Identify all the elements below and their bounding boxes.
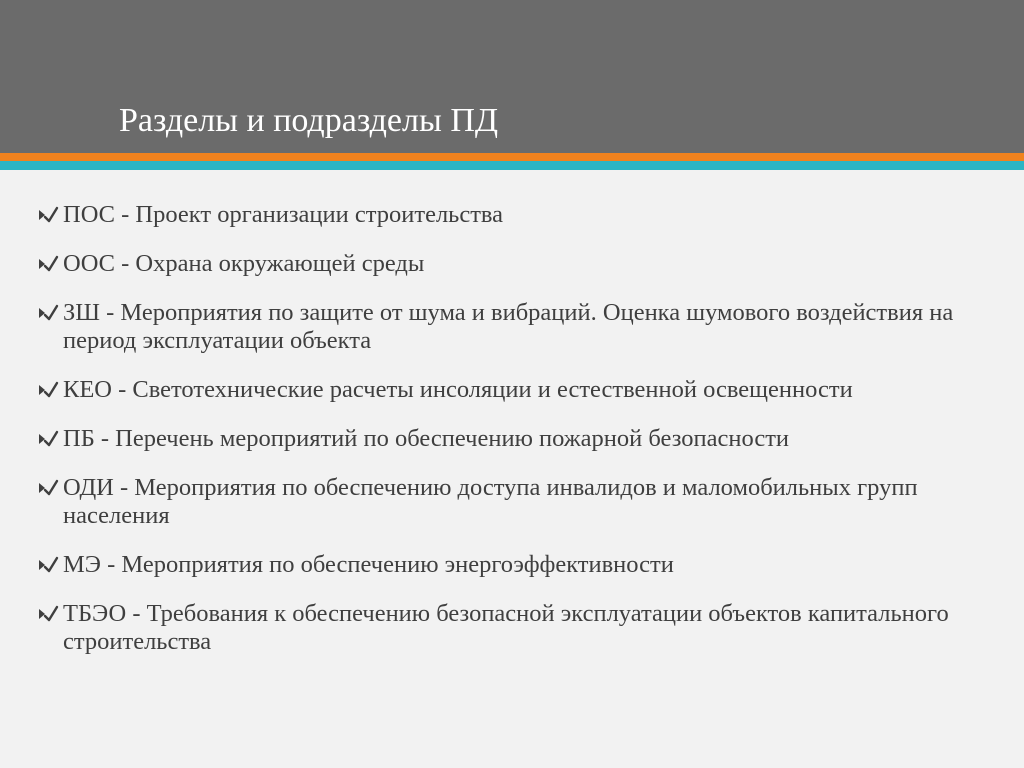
list-item [36, 600, 996, 656]
list-item [36, 201, 996, 229]
content-area [36, 201, 996, 677]
arrow-check-icon [36, 201, 60, 229]
list-item-text: ТБЭО - Требования к обеспечению безопасной эксплуатации объектов капитального строительства [63, 600, 949, 655]
arrow-check-icon [36, 551, 60, 579]
list-item-text: ОДИ - Мероприятия по обеспечению доступа инвалидов и маломобильных групп населения [63, 474, 918, 529]
list-item-text: МЭ - Мероприятия по обеспечению энергоэффективности [63, 551, 674, 578]
list-item [36, 299, 996, 355]
arrow-check-icon [36, 250, 60, 278]
page-title: Разделы и подразделы ПД [119, 102, 499, 139]
arrow-check-icon [36, 474, 60, 502]
accent-stripe-orange [0, 153, 1024, 161]
list-item-text: ООС - Охрана окружающей среды [63, 250, 425, 277]
list-item [36, 376, 996, 404]
list-item [36, 474, 996, 530]
list-item [36, 551, 996, 579]
header-band [0, 0, 1024, 153]
arrow-check-icon [36, 299, 60, 327]
arrow-check-icon [36, 376, 60, 404]
accent-stripe-teal [0, 161, 1024, 170]
list-item [36, 425, 996, 453]
list-item-text: КЕО - Светотехнические расчеты инсоляции и естественной освещенности [63, 376, 853, 403]
list-item [36, 250, 996, 278]
list-item-text: ЗШ - Мероприятия по защите от шума и вибраций. Оценка шумового воздействия на период эксплуатации объекта [63, 299, 954, 354]
arrow-check-icon [36, 425, 60, 453]
list-item-text: ПБ - Перечень мероприятий по обеспечению пожарной безопасности [63, 425, 790, 452]
list-item-text: ПОС - Проект организации строительства [63, 201, 504, 228]
arrow-check-icon [36, 600, 60, 628]
bullet-list [36, 201, 996, 656]
